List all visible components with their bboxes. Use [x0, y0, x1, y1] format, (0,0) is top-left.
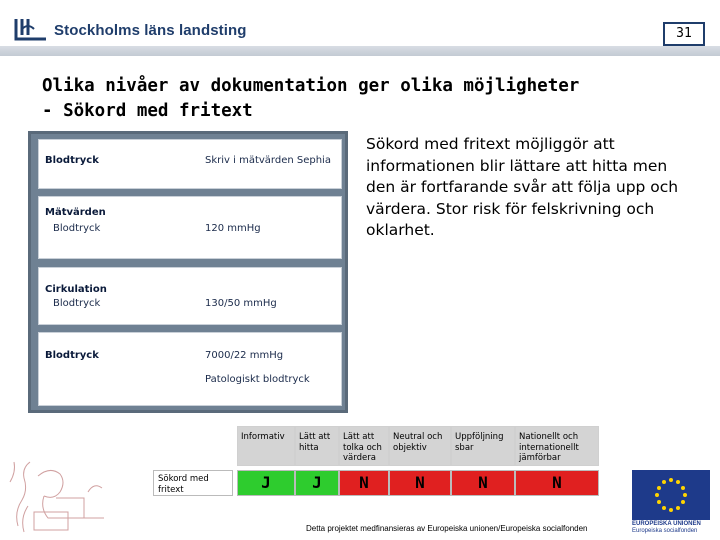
- table-header: Informativ: [237, 426, 295, 466]
- card-sub: Blodtryck: [53, 298, 101, 309]
- decorative-sketch-icon: [4, 452, 116, 536]
- title-line-1: Olika nivåer av dokumentation ger olika möjligheter: [42, 76, 580, 96]
- title-line-2: - Sökord med fritext: [42, 101, 253, 121]
- card-heading: Blodtryck: [45, 155, 99, 166]
- form-card-blodtryck-2: [38, 332, 342, 406]
- sll-logo: [14, 17, 247, 43]
- card-value: 130/50 mmHg: [205, 298, 277, 309]
- table-header: Uppföljning sbar: [451, 426, 515, 466]
- table-cell: N: [451, 470, 515, 496]
- card-value: 7000/22 mmHg: [205, 350, 284, 361]
- form-card-cirkulation: [38, 267, 342, 325]
- table-corner: [153, 426, 233, 466]
- table-cell: N: [339, 470, 389, 496]
- card-heading: Cirkulation: [45, 284, 107, 295]
- eu-sublabel: Europeiska socialfonden: [632, 528, 698, 534]
- form-card-matvarden: [38, 196, 342, 259]
- card-value: 120 mmHg: [205, 223, 261, 234]
- table-cell: J: [295, 470, 339, 496]
- card-sub: Blodtryck: [53, 223, 101, 234]
- eu-label: EUROPEISKA UNIONEN: [632, 521, 701, 527]
- sll-logo-mark-icon: [14, 17, 48, 43]
- funding-note: Detta projektet medfinansieras av Europeiska unionen/Europeiska socialfonden: [306, 524, 588, 533]
- slide-title: [42, 74, 682, 124]
- eu-stars-icon: [632, 470, 710, 520]
- table-cell: N: [515, 470, 599, 496]
- header: [0, 0, 720, 58]
- table-cell: J: [237, 470, 295, 496]
- eu-flag: [632, 470, 710, 520]
- table-header: Lätt att hitta: [295, 426, 339, 466]
- table-cell: N: [389, 470, 451, 496]
- page-number: 31: [663, 22, 705, 46]
- card-value-2: Patologiskt blodtryck: [205, 374, 310, 385]
- card-value: Skriv i mätvärden Sephia: [205, 155, 331, 166]
- form-card-blodtryck: [38, 139, 342, 189]
- table-header: Lätt att tolka och värdera: [339, 426, 389, 466]
- card-heading: Mätvärden: [45, 207, 106, 218]
- form-screenshot: [28, 131, 348, 413]
- eu-logo: [632, 470, 712, 536]
- header-divider: [0, 46, 720, 56]
- card-heading: Blodtryck: [45, 350, 99, 361]
- table-header: Nationellt och internationellt jämförbar: [515, 426, 599, 466]
- row-label: Sökord med fritext: [153, 470, 233, 496]
- description-text: Sökord med fritext möjliggör att informationen blir lättare att hitta men den är fortfarande svår att följa upp och värdera. Stor risk för felskrivning och oklarhet.: [366, 135, 679, 240]
- org-name: Stockholms läns landsting: [54, 21, 247, 39]
- table-header: Neutral och objektiv: [389, 426, 451, 466]
